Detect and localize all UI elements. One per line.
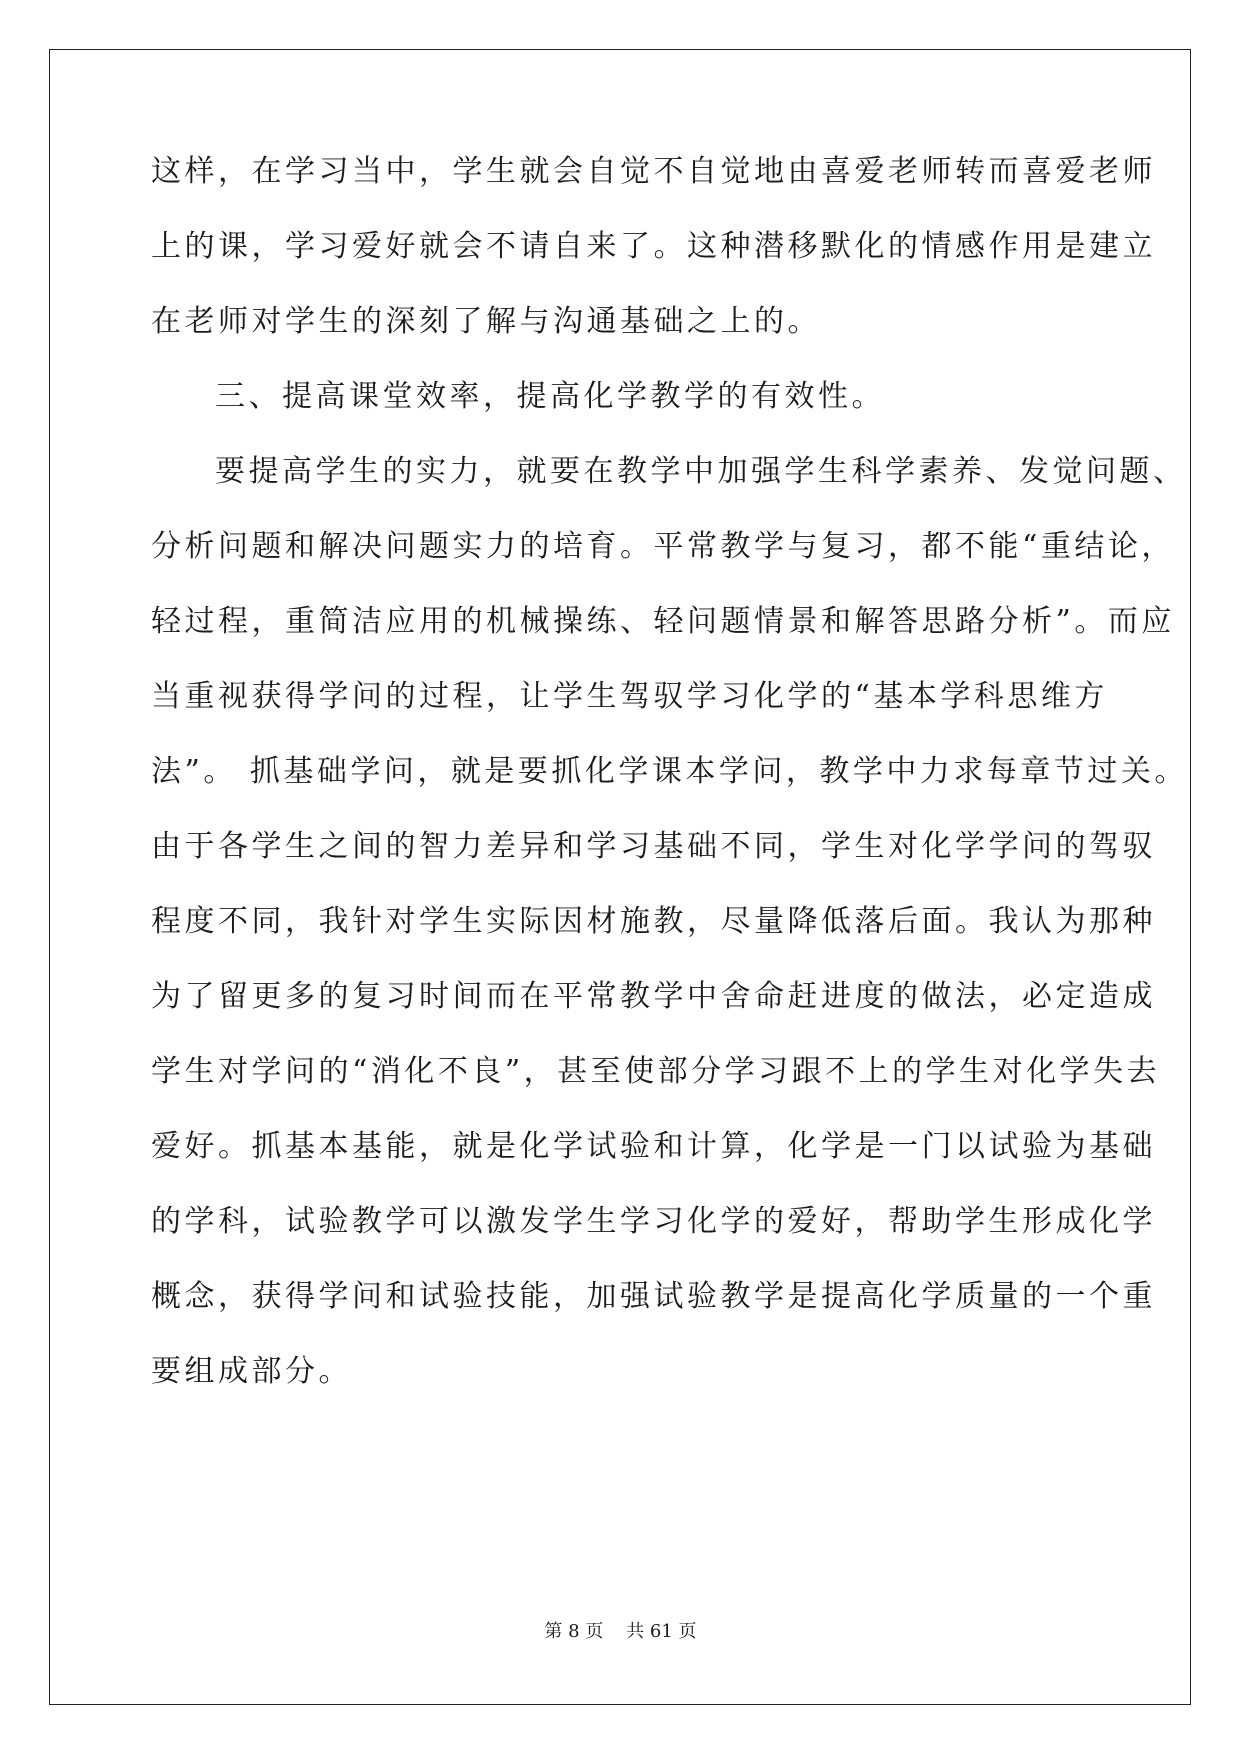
text-line: 为了留更多的复习时间而在平常教学中舍命赶进度的做法，必定造成 <box>151 979 1156 1014</box>
text-line: 由于各学生之间的智力差异和学习基础不同，学生对化学学问的驾驭 <box>151 829 1156 864</box>
text-line: 的学科，试验教学可以激发学生学习化学的爱好，帮助学生形成化学 <box>151 1204 1156 1239</box>
text-line: 在老师对学生的深刻了解与沟通基础之上的。 <box>151 304 821 339</box>
text-line: 法”。 抓基础学问，就是要抓化学课本学问，教学中力求每章节过关。 <box>151 754 1188 789</box>
text-line: 当重视获得学问的过程，让学生驾驭学习化学的“基本学科思维方 <box>151 679 1108 714</box>
text-line: 要组成部分。 <box>151 1354 352 1389</box>
text-line: 爱好。抓基本基能，就是化学试验和计算，化学是一门以试验为基础 <box>151 1129 1156 1164</box>
page-number-footer: 第 8 页 共 61 页 <box>544 1621 697 1642</box>
text-line: 概念，获得学问和试验技能，加强试验教学是提高化学质量的一个重 <box>151 1279 1156 1314</box>
page-border <box>49 49 1191 1705</box>
text-line: 要提高学生的实力，就要在教学中加强学生科学素养、发觉问题、 <box>215 454 1187 489</box>
section-heading: 三、提高课堂效率，提高化学教学的有效性。 <box>215 379 885 414</box>
text-line: 程度不同，我针对学生实际因材施教，尽量降低落后面。我认为那种 <box>151 904 1156 939</box>
text-line: 这样，在学习当中，学生就会自觉不自觉地由喜爱老师转而喜爱老师 <box>151 154 1156 189</box>
text-line: 上的课，学习爱好就会不请自来了。这种潜移默化的情感作用是建立 <box>151 229 1156 264</box>
text-line: 轻过程，重简洁应用的机械操练、轻问题情景和解答思路分析”。而应 <box>151 604 1175 639</box>
text-line: 分析问题和解决问题实力的培育。平常教学与复习，都不能“重结论， <box>151 529 1175 564</box>
text-line: 学生对学问的“消化不良”，甚至使部分学习跟不上的学生对化学失去 <box>151 1054 1161 1089</box>
